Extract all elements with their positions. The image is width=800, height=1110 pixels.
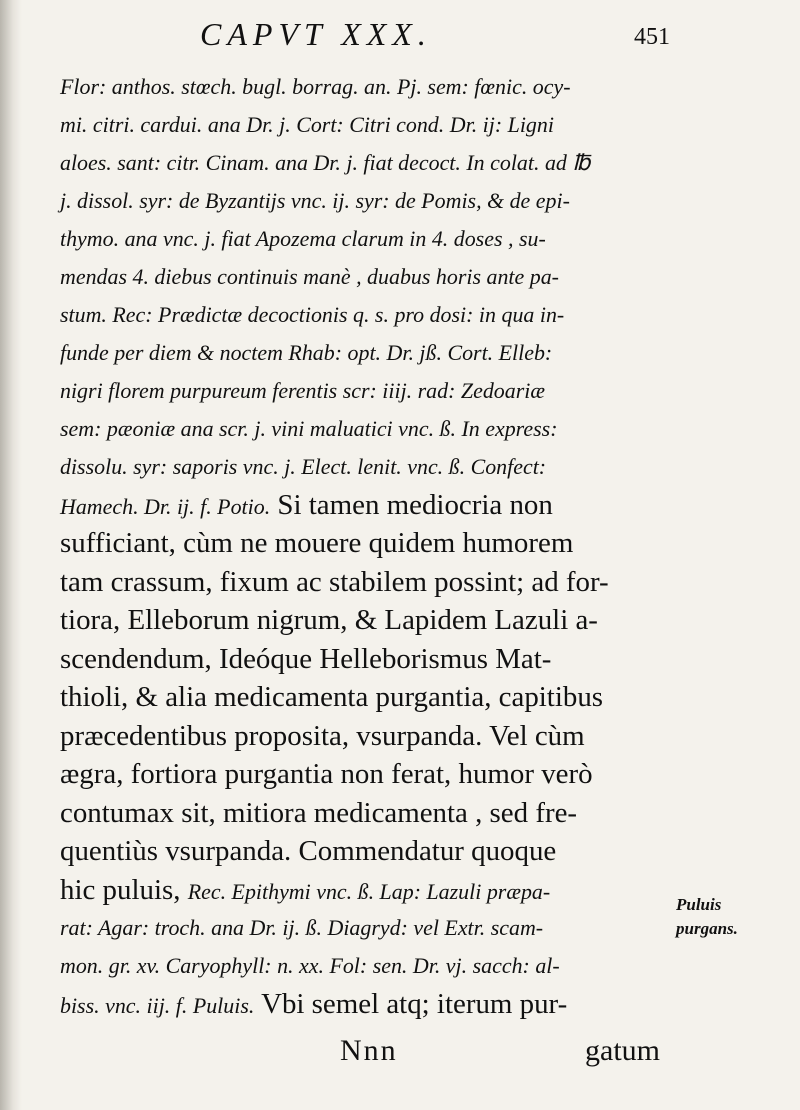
text-line: contumax sit, mitiora medicamenta , sed fre- (60, 796, 578, 829)
text-line (60, 486, 678, 524)
page-number: 451 (634, 24, 670, 50)
catchword: gatum (585, 1034, 660, 1067)
page-footer (340, 1034, 660, 1078)
text-line: j. dissol. syr: de Byzantijs vnc. ij. syr: de Pomis, & de epi- (60, 188, 570, 213)
italic-segment: Hamech. Dr. ij. f. Potio. (60, 494, 271, 519)
text-line: tam crassum, fixum ac stabilem possint; ad for- (60, 565, 609, 598)
text-line (60, 871, 678, 909)
text-line: aloes. sant: citr. Cinam. ana Dr. j. fiat decoct. In colat. ad ℔ (60, 150, 591, 175)
italic-segment: Rec. Epithymi vnc. ß. Lap: Lazuli præpa- (187, 878, 551, 904)
text-line (60, 985, 678, 1023)
text-line: sufficiant, cùm ne mouere quidem humorem (60, 527, 574, 559)
roman-segment: Si tamen mediocria non (270, 489, 553, 521)
text-line: mendas 4. diebus continuis manè , duabus horis ante pa- (60, 264, 559, 289)
text-line: tiora, Elleborum nigrum, & Lapidem Lazuli a- (60, 604, 598, 636)
margin-note (676, 893, 796, 941)
text-line: quentiùs vsurpanda. Commendatur quoque (60, 835, 557, 867)
text-line: Flor: anthos. stœch. bugl. borrag. an. Pj. sem: fœnic. ocy- (60, 74, 571, 99)
text-line: nigri florem purpureum ferentis scr: iiij. rad: Zedoariæ (60, 378, 545, 403)
chapter-title: CAPVT XXX. (200, 16, 432, 52)
text-line: stum. Rec: Prædictæ decoctionis q. s. pro dosi: in qua in- (60, 302, 565, 327)
margin-note-line: Puluis (676, 895, 722, 914)
text-line: præcedentibus proposita, vsurpanda. Vel cùm (60, 719, 585, 752)
text-line: sem: pæoniæ ana scr. j. vini maluatici vnc. ß. In express: (60, 416, 558, 441)
text-line: mi. citri. cardui. ana Dr. j. Cort: Citri cond. Dr. ij: Ligni (60, 112, 554, 137)
text-line: thioli, & alia medicamenta purgantia, capitibus (60, 681, 604, 713)
italic-segment: biss. vnc. iij. f. Puluis. (60, 992, 255, 1018)
text-line: rat: Agar: troch. ana Dr. ij. ß. Diagryd: vel Extr. scam- (60, 914, 544, 940)
text-line: dissolu. syr: saporis vnc. j. Elect. lenit. vnc. ß. Confect: (60, 454, 547, 479)
roman-segment: hic puluis, (60, 873, 188, 906)
text-line: thymo. ana vnc. j. fiat Apozema clarum in 4. doses , su- (60, 226, 546, 251)
text-line: mon. gr. xv. Caryophyll: n. xx. Fol: sen. Dr. vj. sacch: al- (60, 952, 560, 978)
roman-segment: Vbi semel atq; iterum pur- (254, 987, 568, 1020)
gutter-shadow (0, 0, 22, 1110)
text-line: ægra, fortiora purgantia non ferat, humor verò (60, 758, 593, 790)
text-line: scendendum, Ideóque Helleborismus Mat- (60, 642, 552, 675)
running-head (80, 16, 670, 56)
text-line: funde per diem & noctem Rhab: opt. Dr. jß. Cort. Elleb: (60, 340, 553, 365)
margin-note-line: purgans. (676, 919, 738, 938)
body-text (60, 68, 680, 1023)
signature-mark: Nnn (340, 1034, 398, 1067)
